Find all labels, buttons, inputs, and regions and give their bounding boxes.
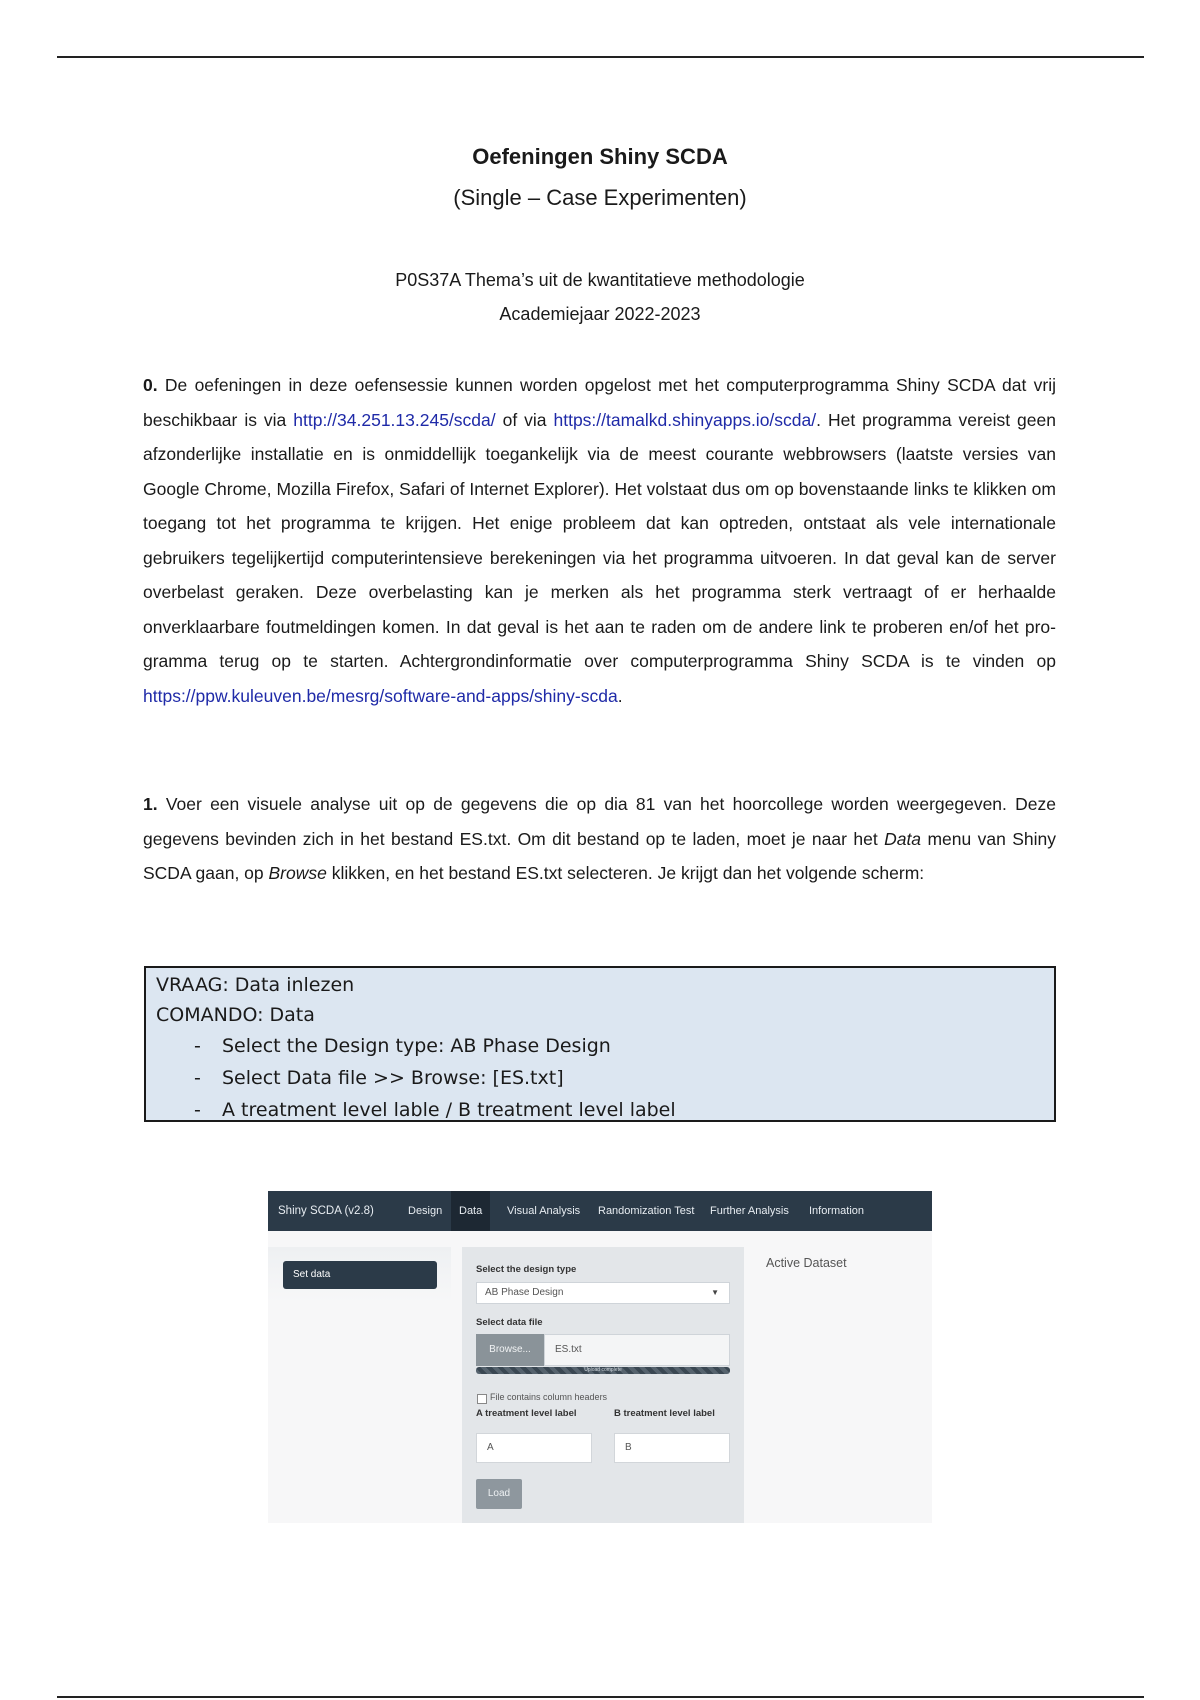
page-title: Oefeningen Shiny SCDA bbox=[472, 144, 728, 169]
link-kuleuven-shiny-scda[interactable]: https://ppw.kuleuven.be/mesrg/software-and-apps/shiny-scda bbox=[143, 685, 618, 706]
section-0-paragraph bbox=[143, 368, 1056, 713]
section-0-text-4: . bbox=[617, 685, 623, 706]
question-label: VRAAG: Data inlezen bbox=[156, 974, 355, 996]
design-type-value: AB Phase Design bbox=[485, 1287, 564, 1298]
course-name: P0S37A Thema’s uit de kwantitatieve methodologie bbox=[395, 270, 805, 290]
a-label-caption: A treatment level label bbox=[476, 1408, 577, 1419]
instruction-text: Select Data file >> Browse: [ES.txt] bbox=[222, 1067, 564, 1089]
academic-year: Academiejaar 2022-2023 bbox=[499, 304, 701, 324]
nav-visual-analysis[interactable]: Visual Analysis bbox=[507, 1205, 581, 1217]
section-1-em-browse: Browse bbox=[268, 863, 327, 883]
design-type-select[interactable] bbox=[476, 1282, 730, 1304]
bullet-dash: - bbox=[194, 1035, 201, 1057]
bottom-rule bbox=[57, 1696, 1144, 1698]
instruction-item bbox=[156, 1062, 1054, 1094]
design-type-label: Select the design type bbox=[476, 1264, 577, 1275]
bullet-dash: - bbox=[194, 1067, 201, 1089]
bullet-dash: - bbox=[194, 1099, 201, 1121]
b-label-input[interactable]: B bbox=[614, 1433, 730, 1463]
section-1-number: 1. bbox=[143, 794, 158, 814]
link-scda-ip[interactable]: http://34.251.13.245/scda/ bbox=[293, 409, 496, 430]
data-file-label: Select data file bbox=[476, 1317, 543, 1328]
chevron-down-icon: ▼ bbox=[711, 1288, 719, 1297]
nav-further-analysis[interactable]: Further Analysis bbox=[710, 1205, 789, 1217]
command-label: COMANDO: Data bbox=[156, 1004, 315, 1026]
section-1-text-2: menu van Shiny SCDA gaan, op bbox=[143, 828, 1056, 883]
section-1-paragraph bbox=[143, 787, 1056, 891]
section-0-text-2: of via bbox=[495, 409, 554, 430]
active-dataset-heading: Active Dataset bbox=[766, 1256, 847, 1270]
column-headers-checkbox[interactable] bbox=[477, 1394, 487, 1404]
file-name-field[interactable]: ES.txt bbox=[544, 1334, 730, 1366]
load-button[interactable]: Load bbox=[476, 1479, 522, 1509]
set-data-button[interactable]: Set data bbox=[283, 1261, 437, 1289]
instruction-item bbox=[156, 1030, 1054, 1062]
app-navbar bbox=[268, 1191, 932, 1231]
section-0-text-1: De oefeningen in deze oefensessie kunnen worden opgelost met het computerprogramma Shiny SCDA dat vrij beschikbaar is via bbox=[143, 375, 1056, 430]
question-box bbox=[144, 966, 1056, 1122]
top-rule bbox=[57, 56, 1144, 58]
instruction-text: Select the Design type: AB Phase Design bbox=[222, 1035, 611, 1057]
nav-randomization-test[interactable]: Randomization Test bbox=[598, 1205, 695, 1217]
section-1-em-data: Data bbox=[884, 828, 922, 849]
column-headers-label: File contains column headers bbox=[490, 1392, 608, 1402]
shiny-scda-screenshot bbox=[268, 1191, 932, 1523]
upload-progress-bar: Upload complete bbox=[476, 1367, 730, 1374]
section-0-text-3: . Het programma vereist geen afzonderlijke installatie en is onmiddellijk toegankelijk via de meest courante webbrowsers (laatste versies van Google Chrome, Mozilla Firefox, Safari of Internet Explorer). Het volstaat dus om op bovenstaande links te klikken om toegang tot het programma te krijgen. Het enige probleem dat kan optreden, ontstaat als vele internationale gebruikers tegelijkertijd computerintensieve berekeningen via het programma uitvoeren. In dat geval kan de server overbelast geraken. Deze overbelasting kan je merken als het programma sterk vertraagt of er herhaalde onverklaarbare foutmeldingen komen. In dat geval is het aan te raden om de andere link te proberen en/of het programma terug op te starten. Achtergrondinformatie over computerprogramma Shiny SCDA is te vinden op bbox=[143, 409, 1056, 671]
b-label-caption: B treatment level label bbox=[614, 1408, 715, 1419]
instruction-item bbox=[156, 1094, 1054, 1126]
link-scda-shinyapps[interactable]: https://tamalkd.shinyapps.io/scda/ bbox=[553, 409, 817, 430]
nav-data[interactable]: Data bbox=[451, 1191, 490, 1231]
nav-design[interactable]: Design bbox=[408, 1205, 443, 1217]
page-subtitle: (Single – Case Experimenten) bbox=[453, 185, 747, 210]
nav-information[interactable]: Information bbox=[809, 1205, 865, 1217]
instruction-text: A treatment level lable / B treatment level label bbox=[222, 1099, 676, 1121]
section-0-number: 0. bbox=[143, 375, 158, 395]
section-1-text-3: klikken, en het bestand ES.txt selecteren. Je krijgt dan het volgende scherm: bbox=[326, 863, 925, 883]
section-1-text-1: Voer een visuele analyse uit op de gegevens die op dia 81 van het hoorcollege worden weergegeven. Deze gegevens bevinden zich in het bestand ES.txt. Om dit bestand op te laden, moet je naar het bbox=[143, 794, 1056, 849]
a-label-input[interactable]: A bbox=[476, 1433, 592, 1463]
browse-button[interactable]: Browse... bbox=[476, 1334, 544, 1366]
app-title: Shiny SCDA (v2.8) bbox=[278, 1205, 374, 1217]
